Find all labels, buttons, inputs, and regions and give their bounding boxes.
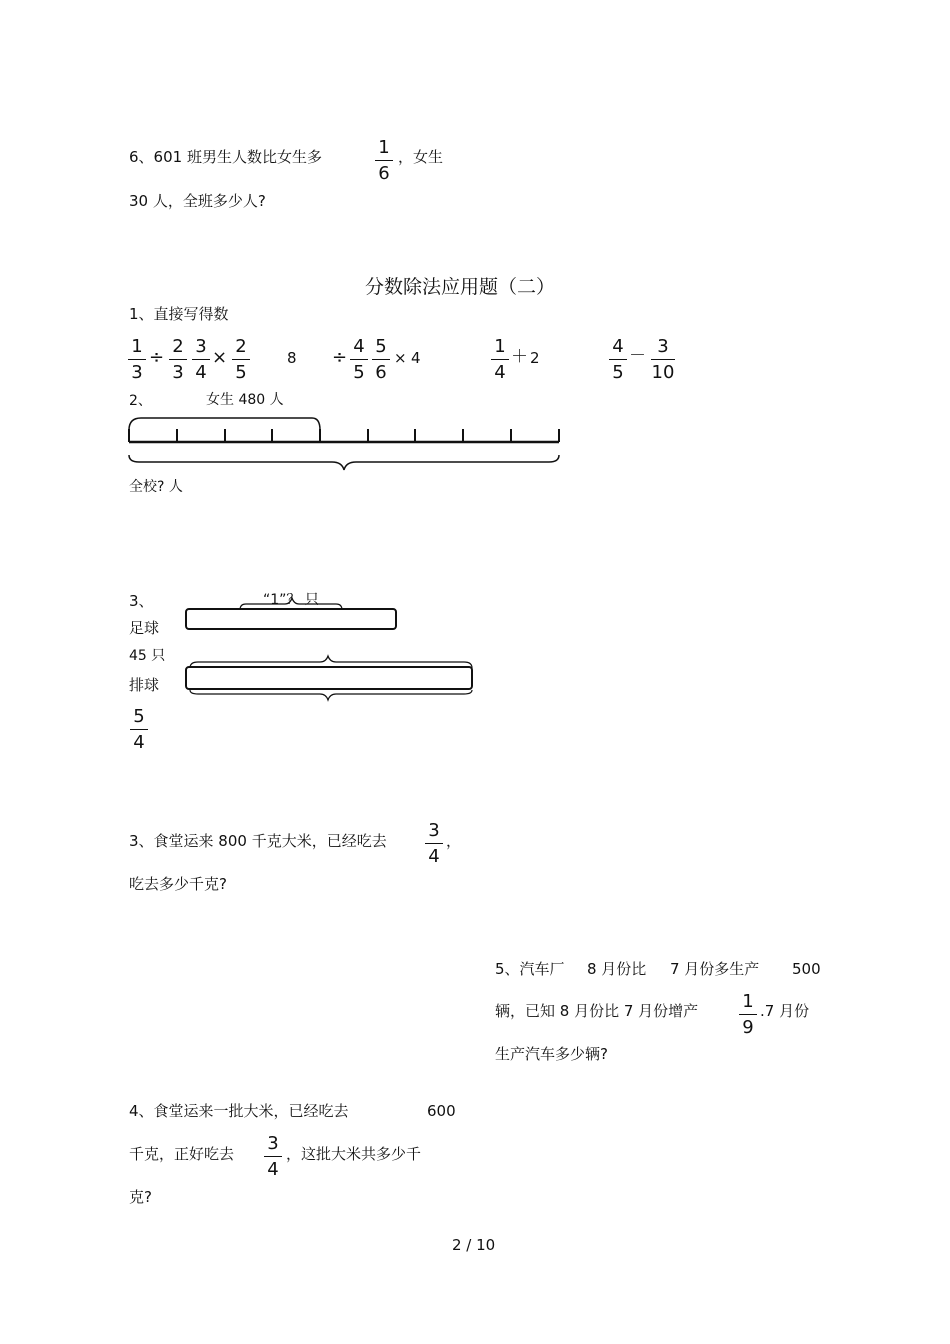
frac-den: 10 — [651, 362, 675, 383]
frac-num: 4 — [353, 336, 365, 357]
q3b-line2: 吃去多少千克? — [129, 875, 227, 893]
frac-num: 1 — [742, 991, 754, 1012]
frac-den: 4 — [267, 1159, 279, 1180]
q3a-mid: 45 只 — [129, 648, 166, 664]
q5-line1b: 8 月份比 — [587, 960, 647, 978]
frac-den: 5 — [235, 362, 247, 383]
q5-line1c: 7 月份多生产 — [670, 960, 760, 978]
frac-den: 6 — [375, 362, 387, 383]
q3a-top-label: “1”？ 只 — [263, 592, 319, 608]
frac-den: 9 — [742, 1017, 754, 1038]
q2-bottom-label: 全校? 人 — [129, 479, 183, 495]
frac-num: 1 — [494, 336, 506, 357]
q3-bottom-brace — [190, 690, 472, 700]
frac-den: 4 — [195, 362, 207, 383]
q5-line3: 生产汽车多少辆? — [495, 1045, 608, 1063]
q4-line2b: ，这批大米共多少千 — [286, 1145, 422, 1163]
q6-frac-num: 1 — [378, 137, 390, 158]
q2-tick-marks — [129, 429, 559, 442]
q1-op-6: － — [629, 346, 646, 366]
q3a-fraction — [128, 708, 150, 752]
q6-line1: 6、601 班男生人数比女生多 — [129, 148, 322, 166]
q3-volleyball-bar — [186, 667, 472, 689]
q4-fraction — [262, 1135, 284, 1179]
frac-num: 3 — [267, 1133, 279, 1154]
q2-top-brace — [129, 418, 320, 430]
frac-num: 5 — [133, 706, 145, 727]
frac-num: 3 — [657, 336, 669, 357]
frac-num: 2 — [235, 336, 247, 357]
q2-bottom-brace — [129, 455, 559, 470]
frac-num: 2 — [172, 336, 184, 357]
q3a-row1: 足球 — [129, 619, 160, 637]
frac-den: 4 — [133, 732, 145, 753]
frac-num: 4 — [612, 336, 624, 357]
q2-top-label: 女生 480 人 — [206, 392, 284, 408]
fraction-bar — [130, 729, 148, 730]
frac-num: 3 — [428, 820, 440, 841]
page-number: 2 / 10 — [452, 1236, 496, 1254]
fraction-bar — [425, 843, 443, 844]
q5-line1a: 5、汽车厂 — [495, 960, 565, 978]
q1-op-2: × — [212, 347, 228, 368]
q5-line1d: 500 — [792, 960, 821, 978]
q5-line2b: .7 月份 — [760, 1002, 810, 1020]
frac-num: 3 — [195, 336, 207, 357]
section-title: 分数除法应用题（二） — [365, 276, 556, 298]
frac-den: 3 — [172, 362, 184, 383]
q1-num-8: 8 — [287, 349, 297, 367]
fraction-bar — [264, 1156, 282, 1157]
q1-heading: 1、直接写得数 — [129, 305, 229, 323]
q3b-after: ， — [446, 832, 462, 850]
frac-num: 5 — [375, 336, 387, 357]
frac-den: 5 — [353, 362, 365, 383]
q3b-line1: 3、食堂运来 800 千克大米，已经吃去 — [129, 832, 387, 850]
q1-op-5: ＋ — [511, 347, 528, 367]
q6-line2: 30 人，全班多少人? — [129, 192, 266, 210]
q6-after: ，女生 — [398, 148, 444, 166]
q2-label: 2、 — [129, 393, 152, 409]
frac-den: 4 — [428, 846, 440, 867]
q1-op-4: × — [394, 349, 407, 367]
q1-num-2: 2 — [530, 349, 540, 367]
q5-fraction — [737, 993, 759, 1037]
fraction-bar — [739, 1014, 757, 1015]
q1-op-1: ÷ — [149, 347, 165, 368]
q6-frac-den: 6 — [378, 163, 390, 184]
q4-line2a: 千克，正好吃去 — [129, 1145, 235, 1163]
q3b-fraction — [423, 822, 445, 866]
q4-line1b: 600 — [427, 1102, 456, 1120]
q5-line2a: 辆，已知 8 月份比 7 月份增产 — [495, 1002, 699, 1020]
q3a-label: 3、 — [129, 592, 154, 610]
q4-line1: 4、食堂运来一批大米，已经吃去 — [129, 1102, 349, 1120]
frac-den: 4 — [494, 362, 506, 383]
frac-den: 5 — [612, 362, 624, 383]
q4-line3: 克? — [129, 1188, 152, 1206]
q3a-row2: 排球 — [129, 676, 160, 694]
frac-den: 3 — [131, 362, 143, 383]
q3-football-bar — [186, 609, 396, 629]
frac-num: 1 — [131, 336, 143, 357]
q1-op-3: ÷ — [332, 347, 348, 368]
q1-num-4: 4 — [411, 349, 421, 367]
